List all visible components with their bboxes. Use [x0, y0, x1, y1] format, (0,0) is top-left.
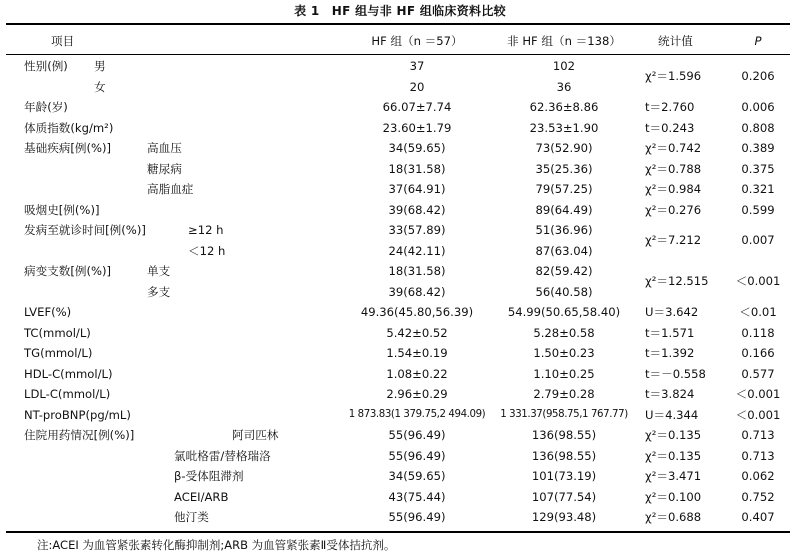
cell-hf-group: 39(68.42) — [388, 202, 446, 217]
cell-p-value: 0.006 — [741, 100, 775, 114]
table-note: 注:ACEI 为血管紧张素转化酶抑制剂;ARB 为血管紧张素Ⅱ受体拮抗剂。 — [37, 538, 396, 552]
cell-non-hf-group: 1.10±0.25 — [533, 366, 595, 381]
cell-stat: t＝0.243 — [645, 120, 695, 135]
cell-hf-group: 49.36(45.80,56.39) — [360, 305, 474, 319]
bottom-rule — [6, 531, 790, 533]
cell-stat: U＝3.642 — [645, 305, 699, 319]
cell-non-hf-group: 82(59.42) — [535, 264, 593, 278]
table-row — [0, 425, 800, 445]
cell-hf-group: 18(31.58) — [388, 161, 446, 176]
row-label: 发病至就诊时间[例(%)] — [24, 223, 146, 237]
row-label: 住院用药情况[例(%)] — [24, 428, 135, 442]
cell-non-hf-group: 36 — [556, 79, 572, 94]
header-p: P — [754, 34, 762, 48]
row-sublabel: 女 — [94, 79, 106, 94]
table-header — [0, 31, 800, 51]
cell-non-hf-group: 1.50±0.23 — [533, 346, 595, 360]
cell-non-hf-group: 89(64.49) — [535, 202, 593, 217]
header-item: 项目 — [51, 34, 75, 48]
cell-stat: t＝1.571 — [645, 325, 695, 340]
row-sublabel: 多支 — [147, 284, 171, 299]
table-row — [0, 302, 800, 322]
row-label: 基础疾病[例(%)] — [24, 141, 112, 155]
table-row — [0, 487, 800, 507]
cell-non-hf-group: 2.79±0.28 — [533, 387, 595, 401]
cell-hf-group: 34(59.65) — [388, 469, 446, 483]
row-sublabel: ≥12 h — [188, 223, 224, 237]
cell-hf-group: 1 873.83(1 379.75,2 494.09) — [348, 408, 486, 420]
top-rule — [6, 23, 790, 25]
table-row — [0, 97, 800, 117]
cell-hf-group: 55(96.49) — [388, 510, 446, 524]
row-sublabel: 氯吡格雷/替格瑞洛 — [174, 448, 271, 463]
row-label: TC(mmol/L) — [24, 325, 91, 340]
cell-hf-group: 2.96±0.29 — [386, 387, 448, 401]
cell-stat: χ²＝0.100 — [645, 489, 702, 504]
cell-hf-group: 37(64.91) — [388, 182, 446, 196]
merged-stat: χ²＝1.596 — [645, 69, 702, 84]
cell-stat: χ²＝0.742 — [645, 141, 702, 155]
cell-non-hf-group: 136(98.55) — [531, 448, 597, 463]
row-sublabel: ACEI/ARB — [174, 489, 229, 504]
row-label: TG(mmol/L) — [24, 346, 93, 360]
cell-p-value: ＜0.001 — [735, 407, 781, 422]
row-label: HDL-C(mmol/L) — [24, 366, 113, 381]
row-label: 吸烟史[例(%)] — [24, 202, 100, 217]
cell-hf-group: 5.42±0.52 — [386, 325, 448, 340]
cell-hf-group: 55(96.49) — [388, 448, 446, 463]
row-sublabel: 他汀类 — [174, 510, 209, 524]
cell-non-hf-group: 102 — [552, 59, 576, 73]
cell-stat: χ²＝0.984 — [645, 182, 702, 196]
cell-non-hf-group: 73(52.90) — [535, 141, 593, 155]
table-caption: 表 1 HF 组与非 HF 组临床资料比较 — [294, 4, 506, 18]
cell-stat: t＝－0.558 — [645, 366, 706, 381]
cell-hf-group: 39(68.42) — [388, 284, 446, 299]
cell-hf-group: 24(42.11) — [388, 243, 446, 258]
table-row — [0, 507, 800, 527]
merged-p-value: ＜0.001 — [735, 274, 781, 289]
cell-non-hf-group: 23.53±1.90 — [529, 120, 599, 135]
cell-p-value: 0.599 — [741, 202, 775, 217]
cell-hf-group: 66.07±7.74 — [382, 100, 452, 114]
table-row — [0, 200, 800, 220]
cell-p-value: 0.713 — [741, 448, 775, 463]
row-label: LDL-C(mmol/L) — [24, 387, 111, 401]
merged-p-value: 0.007 — [741, 233, 775, 248]
cell-stat: χ²＝0.688 — [645, 510, 702, 524]
cell-p-value: 0.321 — [741, 182, 775, 196]
cell-p-value: 0.577 — [741, 366, 775, 381]
table-row — [0, 159, 800, 179]
cell-p-value: 0.062 — [741, 469, 775, 483]
row-label: LVEF(%) — [24, 305, 72, 319]
cell-stat: t＝2.760 — [645, 100, 695, 114]
cell-p-value: 0.713 — [741, 428, 775, 442]
cell-stat: χ²＝0.135 — [645, 428, 702, 442]
cell-p-value: 0.375 — [741, 161, 775, 176]
cell-hf-group: 37 — [409, 59, 425, 73]
cell-stat: χ²＝3.471 — [645, 469, 702, 483]
cell-hf-group: 20 — [409, 79, 425, 94]
cell-hf-group: 55(96.49) — [388, 428, 446, 442]
header-non-hf-group: 非 HF 组（n ＝138） — [507, 34, 621, 48]
cell-non-hf-group: 107(77.54) — [531, 489, 597, 504]
header-stat: 统计值 — [658, 34, 693, 48]
merged-stat: χ²＝7.212 — [645, 233, 702, 248]
cell-p-value: 0.808 — [741, 120, 775, 135]
cell-hf-group: 23.60±1.79 — [382, 120, 452, 135]
cell-p-value: ＜0.001 — [735, 387, 781, 401]
table-row — [0, 343, 800, 363]
cell-hf-group: 18(31.58) — [388, 264, 446, 278]
table-row — [0, 364, 800, 384]
row-sublabel: ＜12 h — [188, 243, 226, 258]
merged-stat: χ²＝12.515 — [645, 274, 709, 289]
table-row — [0, 405, 800, 425]
table-row — [0, 384, 800, 404]
row-sublabel: 糖尿病 — [147, 161, 182, 176]
row-sublabel: 单支 — [147, 264, 171, 278]
table-row — [0, 118, 800, 138]
row-label: 病变支数[例(%)] — [24, 264, 112, 278]
cell-hf-group: 34(59.65) — [388, 141, 446, 155]
cell-p-value: 0.389 — [741, 141, 775, 155]
cell-hf-group: 1.08±0.22 — [386, 366, 448, 381]
cell-p-value: 0.118 — [741, 325, 775, 340]
cell-stat: χ²＝0.135 — [645, 448, 702, 463]
merged-p-value: 0.206 — [741, 69, 775, 84]
row-label: 性别(例) — [24, 59, 68, 73]
row-sublabel: 高脂血症 — [147, 182, 194, 196]
table-row — [0, 138, 800, 158]
cell-non-hf-group: 56(40.58) — [535, 284, 593, 299]
cell-stat: U＝4.344 — [645, 407, 699, 422]
cell-non-hf-group: 101(73.19) — [531, 469, 597, 483]
header-hf-group: HF 组（n ＝57） — [371, 34, 463, 48]
cell-non-hf-group: 129(93.48) — [531, 510, 597, 524]
cell-non-hf-group: 54.99(50.65,58.40) — [507, 305, 621, 319]
row-sublabel: 高血压 — [147, 141, 182, 155]
cell-p-value: 0.166 — [741, 346, 775, 360]
cell-p-value: 0.752 — [741, 489, 775, 504]
cell-hf-group: 33(57.89) — [388, 223, 446, 237]
cell-p-value: ＜0.01 — [739, 305, 777, 319]
cell-hf-group: 43(75.44) — [388, 489, 446, 504]
cell-stat: χ²＝0.276 — [645, 202, 702, 217]
cell-non-hf-group: 5.28±0.58 — [533, 325, 595, 340]
row-sublabel: 男 — [94, 59, 106, 73]
cell-non-hf-group: 35(25.36) — [535, 161, 593, 176]
row-label: NT-proBNP(pg/mL) — [24, 407, 131, 422]
table-row — [0, 466, 800, 486]
cell-non-hf-group: 136(98.55) — [531, 428, 597, 442]
cell-stat: t＝3.824 — [645, 387, 695, 401]
header-rule — [6, 54, 790, 55]
cell-stat: χ²＝0.788 — [645, 161, 702, 176]
cell-non-hf-group: 87(63.04) — [535, 243, 593, 258]
row-sublabel: 阿司匹林 — [232, 428, 279, 442]
cell-hf-group: 1.54±0.19 — [386, 346, 448, 360]
cell-stat: t＝1.392 — [645, 346, 695, 360]
table-row — [0, 446, 800, 466]
cell-non-hf-group: 1 331.37(958.75,1 767.77) — [500, 408, 628, 420]
table-row — [0, 323, 800, 343]
row-label: 体质指数(kg/m²) — [24, 120, 114, 135]
row-sublabel: β-受体阻滞剂 — [174, 469, 244, 483]
table-row — [0, 179, 800, 199]
row-label: 年龄(岁) — [24, 100, 68, 114]
cell-non-hf-group: 62.36±8.86 — [529, 100, 599, 114]
cell-p-value: 0.407 — [741, 510, 775, 524]
cell-non-hf-group: 79(57.25) — [535, 182, 593, 196]
cell-non-hf-group: 51(36.96) — [535, 223, 593, 237]
